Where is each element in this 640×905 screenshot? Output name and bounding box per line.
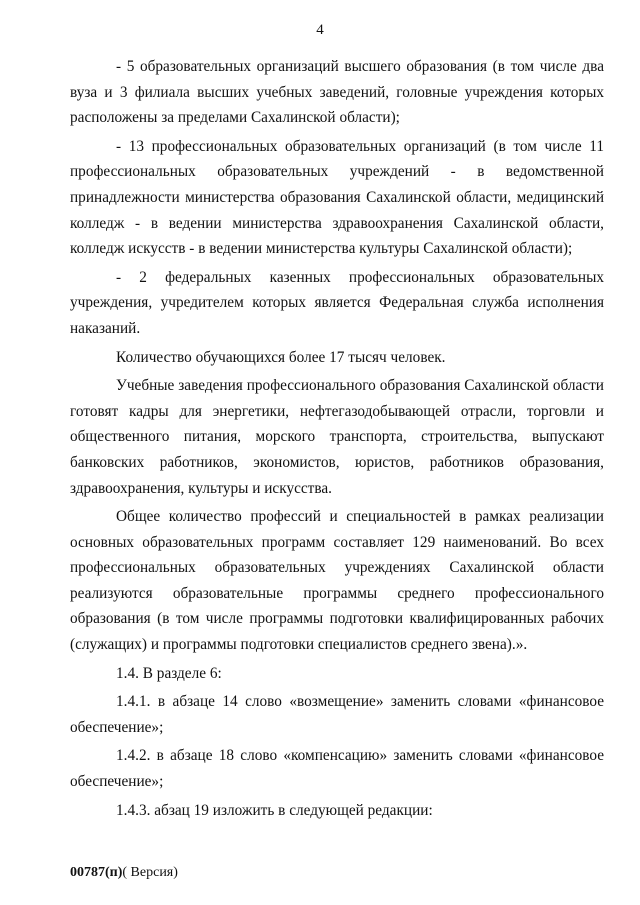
paragraph-professional-organizations: - 13 профессиональных образовательных организаций (в том числе 11 профессиональных образовательных учреждений - в ведомственной принадлежности министерства образования Сахалинской области, медицинский колледж - в ведении министерства здравоохранения Сахалинской области, колледж искусств - в ведении министерства культуры Сахалинской области); (70, 137, 604, 258)
page-number: 4 (316, 22, 324, 38)
paragraph-training-areas: Учебные заведения профессионального образования Сахалинской области готовят кадры для энергетики, нефтегазодобывающей отрасли, торговли и общественного питания, морского транспорта, строительства, выпускают банковских работников, экономистов, юристов, работников образования, здравоохранения, культуры и искусства. (70, 377, 604, 497)
paragraph-item-1-4-3: 1.4.3. абзац 19 изложить в следующей редакции: (116, 801, 433, 819)
paragraph-federal-institutions: - 2 федеральных казенных профессиональных образовательных учреждения, учредителем которых является Федеральная служба исполнения наказаний. (70, 268, 604, 337)
document-code: 00787(п) (70, 865, 123, 880)
footer (70, 865, 178, 881)
paragraph-student-count: Количество обучающихся более 17 тысяч человек. (116, 348, 446, 366)
paragraph-section-6: 1.4. В разделе 6: (116, 664, 222, 682)
paragraph-item-1-4-2: 1.4.2. в абзаце 18 слово «компенсацию» заменить словами «финансовое обеспечение»; (70, 747, 604, 791)
document-body (70, 54, 604, 826)
paragraph-higher-education: - 5 образовательных организаций высшего образования (в том числе два вуза и 3 филиала высших учебных заведений, головные учреждения которых расположены за пределами Сахалинской области); (70, 58, 604, 127)
paragraph-item-1-4-1: 1.4.1. в абзаце 14 слово «возмещение» заменить словами «финансовое обеспечение»; (70, 693, 604, 736)
version-label: ( Версия) (122, 865, 178, 880)
paragraph-programs-count: Общее количество профессий и специальностей в рамках реализации основных образовательных программ составляет 129 наименований. Во всех профессиональных образовательных учреждениях Сахалинской области реализуются образовательные программы среднего профессионального образования (в том числе программы подготовки квалифицированных рабочих (служащих) и программы подготовки специалистов среднего звена).». (70, 508, 604, 654)
